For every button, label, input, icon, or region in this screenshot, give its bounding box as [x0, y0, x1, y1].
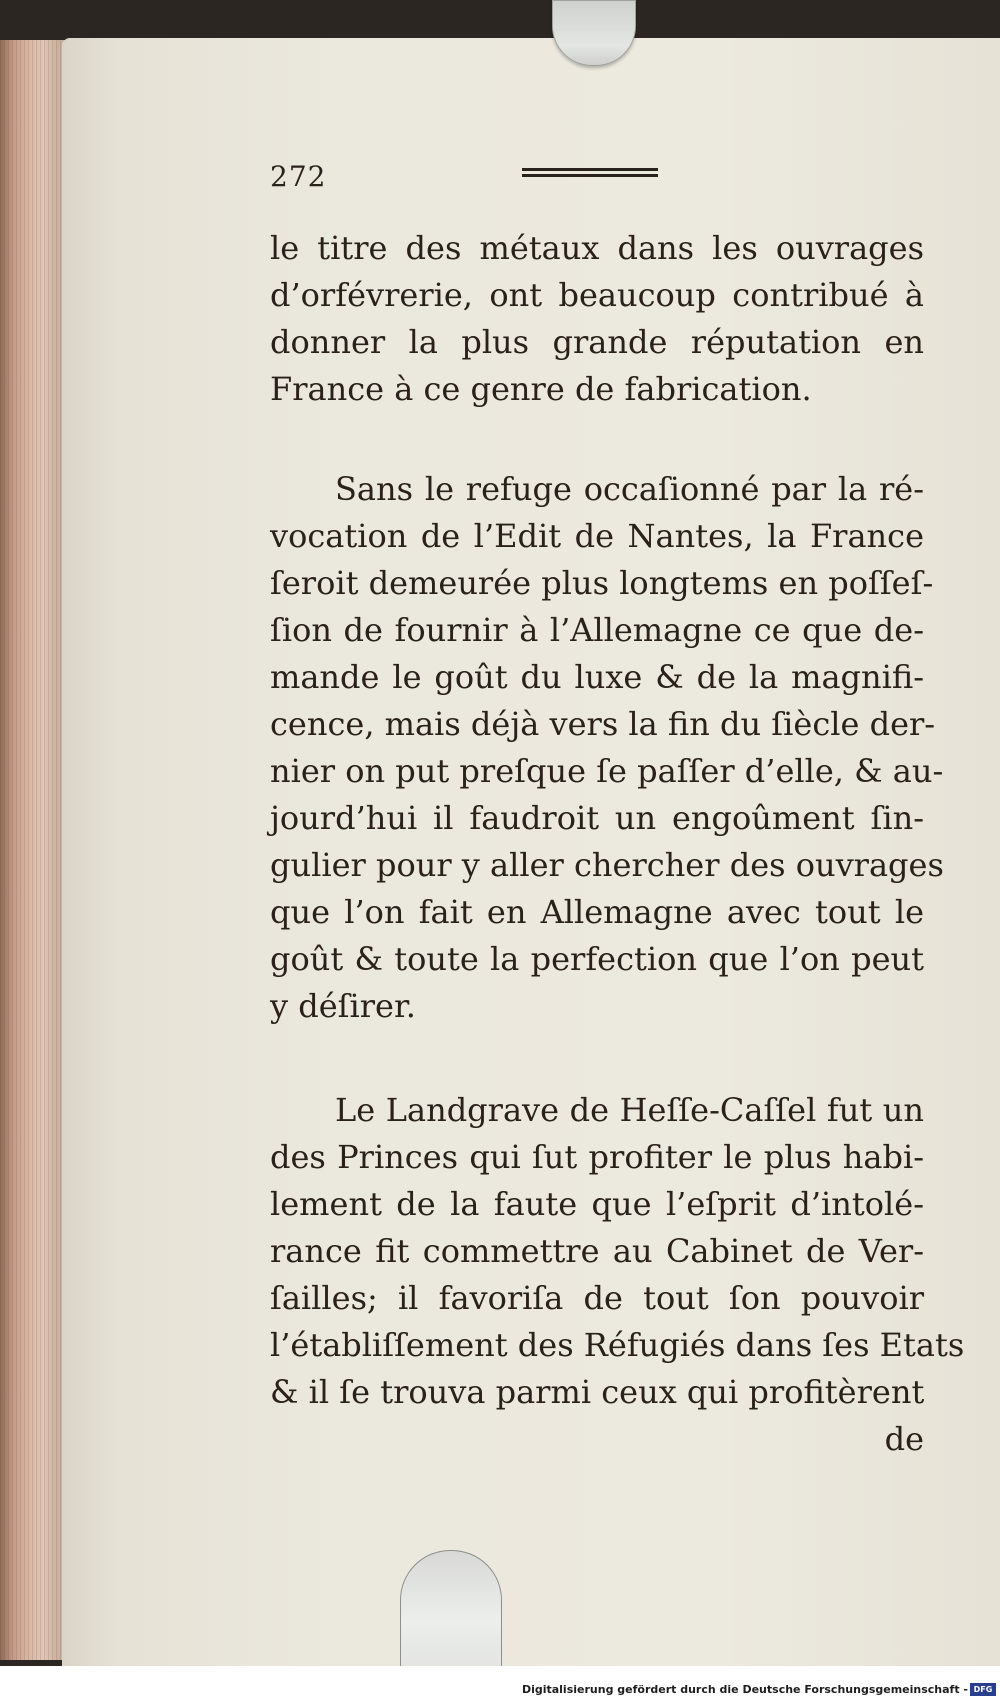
text-line: des Princes qui ſut profiter le plus habi- [270, 1138, 924, 1176]
page-clip-bottom [400, 1550, 502, 1667]
digitization-footer [0, 1666, 1000, 1702]
text-line: l’établiſſement des Réfugiés dans ſes Etats [270, 1326, 965, 1364]
text-line: ſion de fournir à l’Allemagne ce que de- [270, 611, 924, 649]
text-line: jourd’hui il faudroit un engoûment ſin- [270, 799, 924, 837]
text-line: & il ſe trouva parmi ceux qui profitèrent [270, 1373, 925, 1411]
text-line: ſeroit demeurée plus longtems en poſſeſ- [270, 564, 934, 602]
paragraph-1 [270, 225, 924, 413]
text-line: goût & toute la perfection que l’on peut [270, 940, 924, 978]
text-line: mande le goût du luxe & de la magnifi- [270, 658, 924, 696]
text-line: cence, mais déjà vers la fin du ſiècle der- [270, 705, 936, 743]
text-line: rance fit commettre au Cabinet de Ver- [270, 1232, 924, 1270]
text-line: ſailles; il favoriſa de tout ſon pouvoir [270, 1279, 924, 1317]
text-line: Le Landgrave de Heſſe-Caſſel fut un [335, 1091, 924, 1129]
text-line: donner la plus grande réputation en [270, 323, 924, 361]
book-page-edges [0, 40, 70, 1660]
header-rule [522, 168, 658, 180]
text-line: nier on put preſque ſe paſſer d’elle, & au- [270, 752, 944, 790]
text-line: que l’on fait en Allemagne avec tout le [270, 893, 924, 931]
text-line: gulier pour y aller chercher des ouvrages [270, 846, 944, 884]
text-line: vocation de l’Edit de Nantes, la France [270, 517, 924, 555]
text-line: France à ce genre de fabrication. [270, 370, 812, 408]
text-line: le titre des métaux dans les ouvrages [270, 229, 924, 267]
text-line: d’orfévrerie, ont beaucoup contribué à [270, 276, 924, 314]
paragraph-3 [270, 1087, 965, 1463]
paragraph-2 [270, 466, 944, 1030]
text-line: lement de la faute que l’eſprit d’intolé- [270, 1185, 924, 1223]
text-line: y déſirer. [270, 987, 416, 1025]
dfg-logo: DFG [970, 1683, 996, 1696]
page-header [270, 160, 950, 200]
page-number: 272 [270, 160, 327, 193]
text-line: Sans le refuge occaſionné par la ré- [335, 470, 924, 508]
catchword: de [884, 1420, 924, 1458]
funding-credit: Digitalisierung gefördert durch die Deutsche Forschungsgemeinschaft - [521, 1683, 968, 1696]
